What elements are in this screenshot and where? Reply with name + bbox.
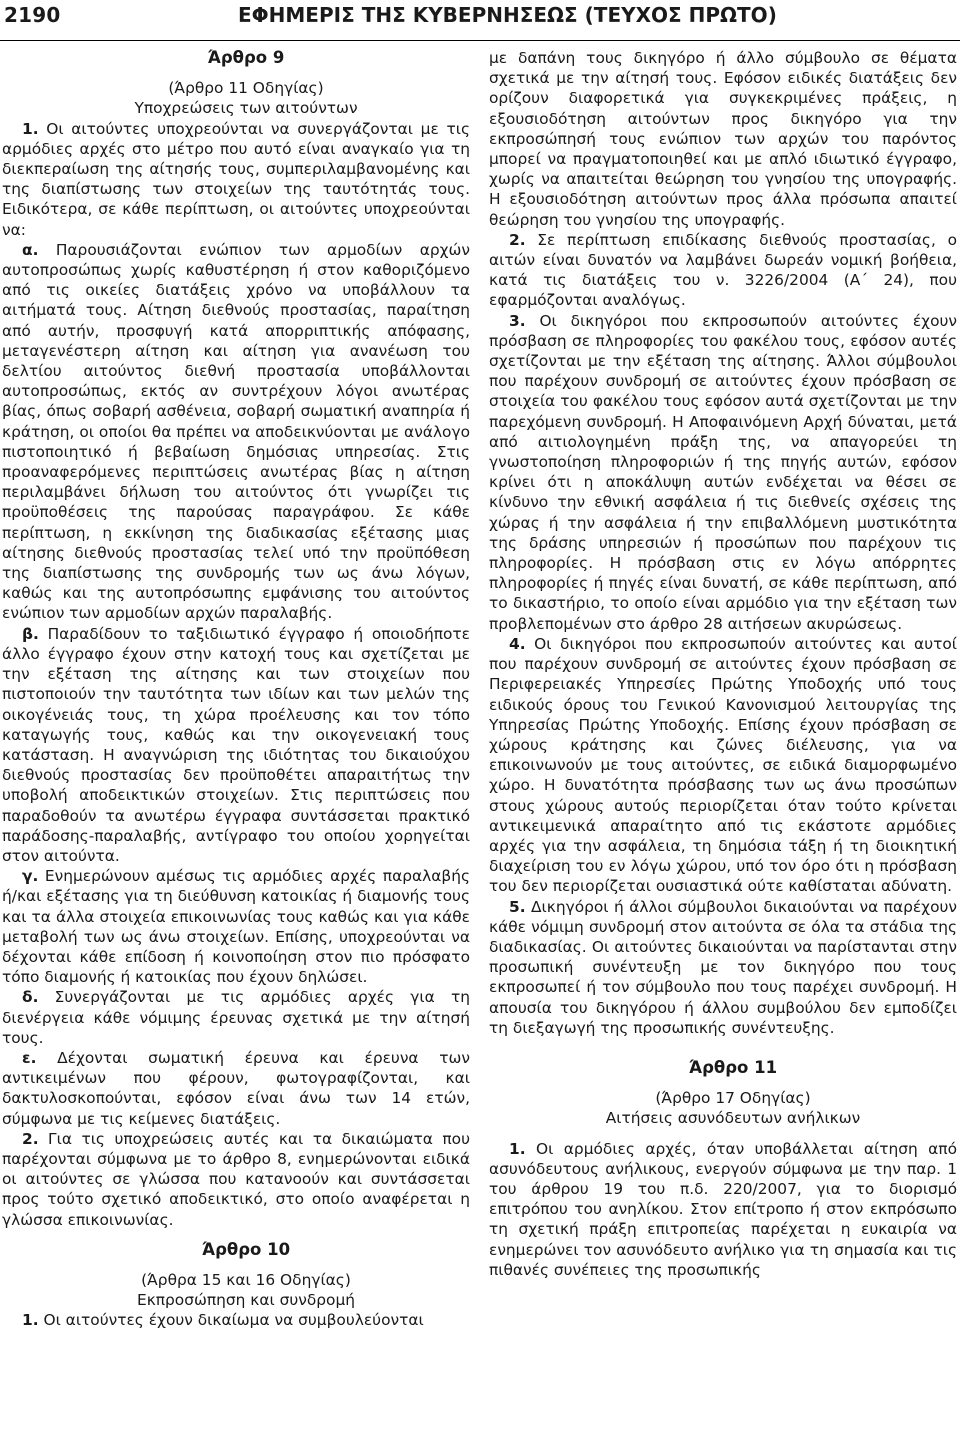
journal-title: ΕΦΗΜΕΡΙΣ ΤΗΣ ΚΥΒΕΡΝΗΣΕΩΣ (ΤΕΥΧΟΣ ΠΡΩΤΟ) [238,3,777,27]
article-9-item-e: ε. Δέχονται σωματική έρευνα και έρευνα των αντικειμένων που φέρουν, φωτογραφίζονται, και δακτυλοσκοπούνται, εφόσον είναι άνω των 14 ετών, σύμφωνα με τις κείμενες διατάξεις. [2,1048,470,1128]
article-9-paragraph-1: 1. Οι αιτούντες υποχρεούνται να συνεργάζονται με τις αρμόδιες αρχές στο μέτρο που αυτό είναι αναγκαίο για τη διεκπεραίωση της αίτησής τους, συμπεριλαμβανομένης και της διαπίστωσης των στοιχείων της ταυτότητάς τους. Ειδικότερα, σε κάθε περίπτωση, οι αιτούντες υποχρεούνται να: [2,119,470,239]
page-header [0,0,960,41]
right-column [489,48,957,1280]
article-9-title: Άρθρο 9 [207,48,285,67]
article-11-title: Άρθρο 11 [688,1057,778,1077]
article-10-paragraph-5: 5. Δικηγόροι ή άλλοι σύμβουλοι δικαιούνται να παρέχουν κάθε νόμιμη συνδρομή στον αιτούντα σε όλα τα στάδια της διαδικασίας. Οι αιτούντες δικαιούνται να παρίστανται στην προσωπική συνέντευξη με τον δικηγόρο που τους εκπροσωπεί ή τον σύμβουλο που τους παρέχει συνδρομή. Η απουσία του δικηγόρου ή άλλου συμβούλου δεν εμποδίζει τη διεξαγωγή της προσωπικής συνέντευξης. [489,897,957,1037]
article-9-paragraph-2: 2. Για τις υποχρεώσεις αυτές και τα δικαιώματα που παρέχονται σύμφωνα με το άρθρο 8, ενημερώνονται ειδικά οι αιτούντες σε γλώσσα που κατανοούν και συντάσσεται προς τούτο σχετικό αποδεικτικό, στο οποίο αναφέρεται η γλώσσα επικοινωνίας. [2,1129,470,1229]
article-11-paragraph-1: 1. Οι αρμόδιες αρχές, όταν υποβάλλεται αίτηση από ασυνόδευτους ανήλικους, ενεργούν σύμφωνα με την παρ. 1 του άρθρου 19 του π.δ. 220/2007, για το διορισμό επιτρόπου του ανηλίκου. Στον επίτροπο ή στον εκπρόσωπο τη σχετική πράξη επιτροπείας παρέχεται η ευκαιρία να ενημερώνει τον ασυνόδευτο ανήλικο για τη σημασία και τις πιθανές συνέπειες της προσωπικής [489,1139,957,1279]
article-10-directive: (Άρθρα 15 και 16 Οδηγίας) [141,1270,351,1289]
article-9-item-d: δ. Συνεργάζονται με τις αρμόδιες αρχές για τη διενέργεια κάθε νόμιμης έρευνας σχετικά με την αίτησή τους. [2,988,470,1047]
article-11-directive: (Άρθρο 17 Οδηγίας) [655,1089,811,1108]
article-10-paragraph-1-start: 1. Οι αιτούντες έχουν δικαίωμα να συμβουλεύονται [22,1311,424,1330]
article-9-subtitle: Υποχρεώσεις των αιτούντων [134,99,358,118]
article-11-subtitle: Αιτήσεις ασυνόδευτων ανήλικων [605,1109,861,1128]
article-9-item-c: γ. Ενημερώνουν αμέσως τις αρμόδιες αρχές παραλαβής ή/και εξέτασης για τη διεύθυνση κατοικίας ή διαμονής τους και τα άλλα στοιχεία επικοινωνίας τους καθώς και για κάθε μεταβολή των ως άνω στοιχείων. Επίσης, υποχρεούνται να δέχονται κάθε επίδοση ή κοινοποίηση στον πιο πρόσφατο τόπο διαμονής ή κατοικίας που έχουν δηλώσει. [2,867,470,987]
article-9-item-b: β. Παραδίδουν το ταξιδιωτικό έγγραφο ή οποιοδήποτε άλλο έγγραφο έχουν στην κατοχή τους και σχετίζεται με την εξέταση της αίτησης και των στοιχείων που πιστοποιούν την ταυτότητα των ιδίων και των μελών της οικογένειάς τους, τη χώρα προέλευσης και τον τόπο καταγωγής τους, καθώς και την οικογενειακή τους κατάσταση. Η αναγνώριση της ιδιότητας του δικαιούχου διεθνούς προστασίας δεν προϋποθέτει απαραιτήτως την υποβολή αποδεικτικών στοιχείων. Στις περιπτώσεις που παραδοθούν τα ανωτέρω έγγραφα συντάσσεται πρακτικό παράδοσης-παραλαβής, αντίγραφο του οποίου χορηγείται στον αιτούντα. [2,624,470,865]
article-10-paragraph-1-cont: με δαπάνη τους δικηγόρο ή άλλο σύμβουλο σε θέματα σχετικά με την αίτησή τους. Εφόσον ειδικές διατάξεις δεν ορίζουν διαφορετικά για συγκεκριμένες πράξεις, η εξουσιοδότηση αιτούντων προς δικηγόρο για την εκπροσώπησή τους ενώπιον των αρχών του παρόντος μπορεί να πραγματοποιηθεί και με απλό ιδιωτικό έγγραφο, χωρίς να απαιτείται θεώρηση του γνησίου της υπογραφής. Η εξουσιοδότηση αιτούντων προς άλλα πρόσωπα απαιτεί θεώρηση του γνησίου της υπογραφής. [489,49,957,229]
article-9-item-a: α. Παρουσιάζονται ενώπιον των αρμοδίων αρχών αυτοπροσώπως χωρίς καθυστέρηση ή στον καθοριζόμενο από τις οικείες διατάξεις χρόνο να υποβάλλουν τα αιτήματά τους. Αίτηση διεθνούς προστασίας, παραίτηση από αυτήν, προσφυγή κατά απορριπτικής απόφασης, μεταγενέστερη αίτηση και αίτηση για ανανέωση του δελτίου αιτούντος διεθνή προστασία υποβάλλονται αυτοπροσώπως, εκτός αν συντρέχουν λόγοι ανωτέρας βίας, όπως σοβαρή ασθένεια, σοβαρή σωματική αναπηρία ή κράτηση, οι οποίοι θα πρέπει να αποδεικνύονται με ανάλογο πιστοποιητικό ή βεβαίωση δημόσιας υπηρεσίας. Στις προαναφερόμενες περιπτώσεις ανωτέρας βίας η αίτηση περιλαμβάνει δήλωση του αιτούντος ότι γνωρίζει τις προϋποθέσεις της παρούσας παραγράφου. Σε κάθε περίπτωση, η εκκίνηση της διαδικασίας εξέτασης μιας αίτησης διεθνούς προστασίας τελεί υπό την προϋπόθεση της διαπίστωσης της συνδρομής των ως άνω λόγων, καθώς και της αυτοπρόσωπης εμφάνισης του αιτούντος ενώπιον των αρμοδίων αρχών παραλαβής. [2,240,470,623]
article-10-subtitle: Εκπροσώπηση και συνδρομή [136,1291,356,1310]
page-number: 2190 [4,3,61,27]
article-10-paragraph-4: 4. Οι δικηγόροι που εκπροσωπούν αιτούντες και αυτοί που παρέχουν συνδρομή σε αιτούντες έχουν πρόσβαση σε Περιφερειακές Υπηρεσίες Πρώτης Υποδοχής υπό τους ειδικούς όρους του Γενικού Κανονισμού λειτουργίας της Υπηρεσίας Πρώτης Υποδοχής. Επίσης έχουν πρόσβαση σε χώρους κράτησης και ζώνες διέλευσης, για να επικοινωνούν με τους αιτούντες, σε ειδικά διαμορφωμένο χώρο. Η δυνατότητα πρόσβασης των ως άνω προσώπων στους χώρους αυτούς περιορίζεται όταν τούτο κρίνεται αντικειμενικά απαραίτητο από τις εκάστοτε αρμόδιες αρχές για την ασφάλεια, τη δημόσια τάξη ή τη διοικητική διαχείριση του εν λόγω χώρου, υπό τον όρο ότι η πρόσβαση του δεν περιορίζεται ουσιαστικά ούτε καθίσταται αδύνατη. [489,634,957,896]
article-10-paragraph-3: 3. Οι δικηγόροι που εκπροσωπούν αιτούντες έχουν πρόσβαση σε πληροφορίες του φακέλου τους, εφόσον αυτές σχετίζονται με την εξέταση της αίτησης. Άλλοι σύμβουλοι που παρέχουν συνδρομή σε αιτούντες έχουν πρόσβαση σε στοιχεία του φακέλου τους εφόσον αυτά σχετίζονται με την παρεχόμενη συνδρομή. Η Αποφαινόμενη Αρχή δύναται, μετά από αιτιολογημένη πράξη της, να απαγορεύει τη γνωστοποίηση πληροφοριών ή της πηγής αυτών, εφόσον κρίνει ότι η αποκάλυψη αυτών ενδέχεται να θέσει σε κίνδυνο την εθνική ασφάλεια ή τις διεθνείς σχέσεις της χώρας ή την ασφάλεια ή την επιβαλλόμενη μυστικότητα της δράσης υπηρεσιών ή προσώπων που παρέχουν τις πληροφορίες. Η πρόσβαση στις εν λόγω απόρρητες πληροφορίες ή πηγές είναι δυνατή, σε κάθε περίπτωση, από το δικαστήριο, το οποίο είναι αρμόδιο για την εξέταση των προβλεπομένων στο άρθρο 28 αιτήσεων ακυρώσεως. [489,311,957,633]
article-9-directive: (Άρθρο 11 Οδηγίας) [168,79,324,98]
left-column [2,48,470,1331]
article-10-title: Άρθρο 10 [201,1239,291,1259]
article-10-paragraph-2: 2. Σε περίπτωση επιδίκασης διεθνούς προστασίας, ο αιτών είναι δυνατόν να λαμβάνει δωρεάν νομική βοήθεια, κατά τις διατάξεις του ν. 3226/2004 (Α΄ 24), που εφαρμόζονται αναλόγως. [489,230,957,310]
